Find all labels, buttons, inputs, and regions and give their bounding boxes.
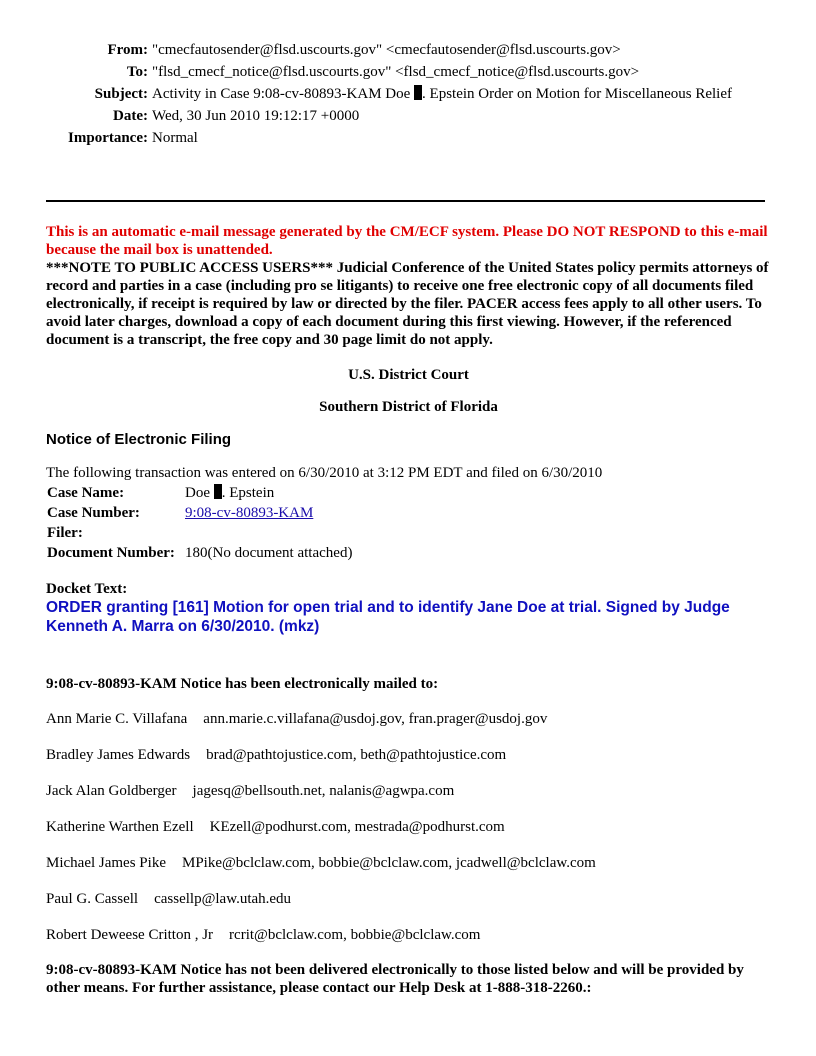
recipient-row <box>46 890 771 909</box>
recipient-name: Michael James Pike <box>46 855 166 871</box>
mailed-heading: 9:08-cv-80893-KAM Notice has been electronically mailed to: <box>46 676 439 692</box>
recipient-name: Jack Alan Goldberger <box>46 783 177 799</box>
recipient-emails: jagesq@bellsouth.net, nalanis@agwpa.com <box>192 783 455 799</box>
header-subject <box>46 85 746 104</box>
recipient-row <box>46 782 771 801</box>
case-number-label: Case Number: <box>47 505 140 521</box>
recipient-emails: ann.marie.c.villafana@usdoj.gov, fran.prager@usdoj.gov <box>203 711 548 727</box>
case-meta-table <box>46 483 353 563</box>
recipient-row <box>46 818 771 837</box>
importance-label: Importance: <box>68 130 148 146</box>
case-name-row <box>46 483 353 503</box>
date-label: Date: <box>113 108 148 124</box>
court-name: U.S. District Court <box>348 367 469 383</box>
email-headers <box>46 41 746 151</box>
from-value: "cmecfautosender@flsd.uscourts.gov" <cmecfautosender@flsd.uscourts.gov> <box>152 42 621 58</box>
district-name: Southern District of Florida <box>319 399 498 415</box>
recipient-name: Bradley James Edwards <box>46 747 191 763</box>
recipient-emails: KEzell@podhurst.com, mestrada@podhurst.com <box>209 819 505 835</box>
notice-title: Notice of Electronic Filing <box>46 431 232 448</box>
document-number-value: 180(No document attached) <box>185 545 353 561</box>
document-number-row <box>46 543 353 563</box>
subject-part1: Activity in Case 9:08-cv-80893-KAM Doe <box>152 86 411 102</box>
case-number-link[interactable]: 9:08-cv-80893-KAM <box>185 505 314 521</box>
recipient-name: Katherine Warthen Ezell <box>46 819 194 835</box>
recipient-list <box>46 710 771 945</box>
to-label: To: <box>126 64 148 80</box>
case-name-label: Case Name: <box>47 485 125 501</box>
case-number-row <box>46 503 353 523</box>
redaction-block <box>214 484 222 499</box>
recipient-emails: rcrit@bclclaw.com, bobbie@bclclaw.com <box>229 927 481 943</box>
docket-text: ORDER granting [161] Motion for open trial and to identify Jane Doe at trial. Signed by Judge Kenneth A. Marra on 6/30/2010. (mkz) <box>46 599 730 635</box>
subject-value <box>148 85 732 104</box>
to-value: "flsd_cmecf_notice@flsd.uscourts.gov" <flsd_cmecf_notice@flsd.uscourts.gov> <box>152 64 640 80</box>
transaction-line: The following transaction was entered on 6/30/2010 at 3:12 PM EDT and filed on 6/30/2010 <box>46 465 603 481</box>
header-importance <box>46 129 746 148</box>
header-to <box>46 63 746 82</box>
redaction-block <box>414 85 422 100</box>
from-label: From: <box>107 42 148 58</box>
recipient-name: Robert Deweese Critton , Jr <box>46 927 214 943</box>
case-name-part1: Doe <box>185 485 210 501</box>
filer-row <box>46 523 353 543</box>
recipient-row <box>46 746 771 765</box>
recipient-name: Ann Marie C. Villafana <box>46 711 188 727</box>
case-name-part2: . Epstein <box>221 485 275 501</box>
recipient-emails: MPike@bclclaw.com, bobbie@bclclaw.com, jcadwell@bclclaw.com <box>181 855 596 871</box>
subject-label: Subject: <box>94 86 148 102</box>
document-number-label: Document Number: <box>47 545 175 561</box>
recipient-row <box>46 710 771 729</box>
header-from <box>46 41 746 60</box>
email-body <box>46 223 771 997</box>
header-divider <box>46 200 765 202</box>
recipient-name: Paul G. Cassell <box>46 891 139 907</box>
case-name-value <box>184 483 353 503</box>
importance-value: Normal <box>152 130 198 146</box>
recipient-row <box>46 854 771 873</box>
filer-value <box>184 523 353 543</box>
docket-text-label: Docket Text: <box>46 581 128 597</box>
filer-label: Filer: <box>47 525 83 541</box>
recipient-row <box>46 926 771 945</box>
recipient-emails: cassellp@law.utah.edu <box>154 891 292 907</box>
recipient-emails: brad@pathtojustice.com, beth@pathtojustice.com <box>206 747 507 763</box>
auto-message-warning: This is an automatic e-mail message generated by the CM/ECF system. Please DO NOT RESPOND to this e-mail because the mail box is unattended. <box>46 224 768 258</box>
public-access-note: ***NOTE TO PUBLIC ACCESS USERS*** Judicial Conference of the United States policy permits attorneys of record and parties in a case (including pro se litigants) to receive one free electronic copy of all documents filed electronically, if receipt is required by law or directed by the filer. PACER access fees apply to all other users. To avoid later charges, download a copy of each document during this first viewing. However, if the referenced document is a transcript, the free copy and 30 page limit do not apply. <box>46 260 769 348</box>
subject-part2: . Epstein Order on Motion for Miscellaneous Relief <box>422 86 732 102</box>
date-value: Wed, 30 Jun 2010 19:12:17 +0000 <box>152 108 360 124</box>
not-delivered-notice: 9:08-cv-80893-KAM Notice has not been delivered electronically to those listed below and will be provided by other means. For further assistance, please contact our Help Desk at 1-888-318-2260.: <box>46 962 744 996</box>
header-date <box>46 107 746 126</box>
